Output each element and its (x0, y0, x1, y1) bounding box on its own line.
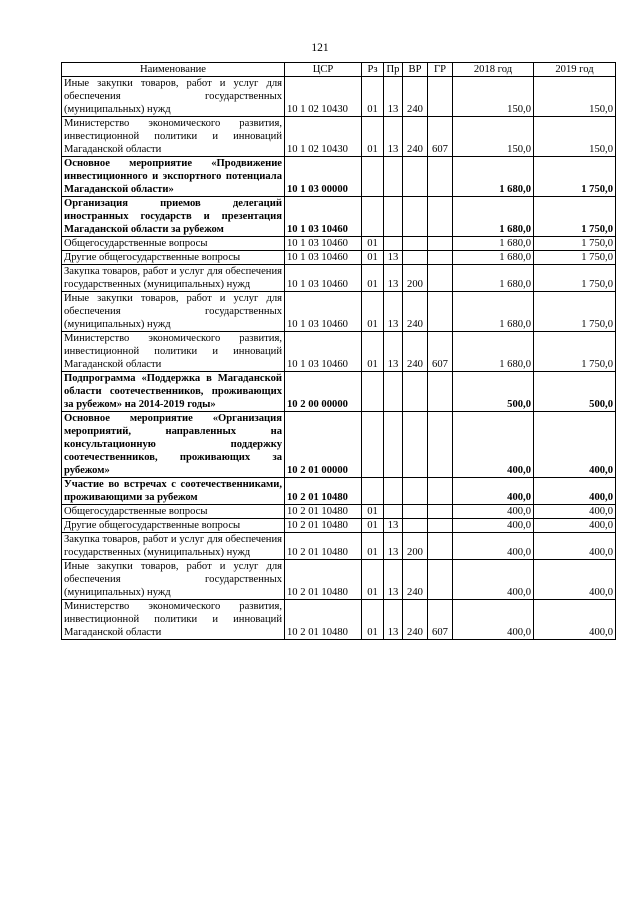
cell-rz: 01 (362, 332, 384, 372)
cell-2019: 400,0 (534, 560, 616, 600)
cell-vr (403, 372, 428, 412)
table-body (62, 77, 616, 640)
cell-csr: 10 2 00 00000 (285, 372, 362, 412)
cell-pr (384, 197, 403, 237)
table-row (62, 251, 616, 265)
cell-name: Министерство экономического развития, инвестиционной политики и инноваций Магаданской области (62, 332, 285, 372)
cell-2018: 1 680,0 (453, 157, 534, 197)
cell-gr (428, 533, 453, 560)
cell-csr: 10 1 03 00000 (285, 157, 362, 197)
cell-2018: 400,0 (453, 600, 534, 640)
table-row (62, 332, 616, 372)
header-gr: ГР (428, 63, 453, 77)
cell-gr (428, 197, 453, 237)
cell-gr (428, 157, 453, 197)
cell-csr: 10 2 01 10480 (285, 519, 362, 533)
cell-rz (362, 197, 384, 237)
table-row (62, 77, 616, 117)
header-vr: ВР (403, 63, 428, 77)
cell-gr (428, 505, 453, 519)
cell-gr (428, 77, 453, 117)
cell-gr (428, 412, 453, 478)
cell-name: Иные закупки товаров, работ и услуг для обеспечения государственных (муниципальных) нужд (62, 292, 285, 332)
cell-2018: 150,0 (453, 117, 534, 157)
cell-pr (384, 237, 403, 251)
cell-name: Министерство экономического развития, инвестиционной политики и инноваций Магаданской области (62, 600, 285, 640)
cell-pr (384, 372, 403, 412)
cell-csr: 10 1 03 10460 (285, 292, 362, 332)
cell-2018: 400,0 (453, 412, 534, 478)
cell-2019: 400,0 (534, 600, 616, 640)
cell-gr: 607 (428, 600, 453, 640)
table-row (62, 237, 616, 251)
table-row (62, 157, 616, 197)
cell-csr: 10 1 03 10460 (285, 332, 362, 372)
cell-vr: 240 (403, 77, 428, 117)
cell-vr (403, 478, 428, 505)
table-row (62, 600, 616, 640)
cell-name: Министерство экономического развития, инвестиционной политики и инноваций Магаданской области (62, 117, 285, 157)
cell-2018: 1 680,0 (453, 292, 534, 332)
cell-name: Участие во встречах с соотечественниками, проживающими за рубежом (62, 478, 285, 505)
cell-rz (362, 372, 384, 412)
cell-csr: 10 1 03 10460 (285, 197, 362, 237)
cell-pr (384, 157, 403, 197)
cell-csr: 10 1 02 10430 (285, 117, 362, 157)
table-row (62, 117, 616, 157)
cell-2019: 1 750,0 (534, 237, 616, 251)
cell-csr: 10 2 01 10480 (285, 505, 362, 519)
cell-gr (428, 372, 453, 412)
cell-csr: 10 2 01 10480 (285, 533, 362, 560)
cell-gr: 607 (428, 117, 453, 157)
cell-vr (403, 505, 428, 519)
cell-2018: 400,0 (453, 505, 534, 519)
cell-gr (428, 560, 453, 600)
cell-pr: 13 (384, 117, 403, 157)
cell-pr: 13 (384, 332, 403, 372)
cell-vr: 240 (403, 292, 428, 332)
table-row (62, 505, 616, 519)
cell-2018: 150,0 (453, 77, 534, 117)
cell-gr: 607 (428, 332, 453, 372)
cell-pr: 13 (384, 251, 403, 265)
cell-name: Общегосударственные вопросы (62, 237, 285, 251)
cell-gr (428, 237, 453, 251)
cell-2019: 1 750,0 (534, 157, 616, 197)
cell-2019: 1 750,0 (534, 332, 616, 372)
table-row (62, 478, 616, 505)
page-number: 121 (311, 42, 329, 54)
cell-csr: 10 1 02 10430 (285, 77, 362, 117)
header-csr: ЦСР (285, 63, 362, 77)
cell-2019: 1 750,0 (534, 197, 616, 237)
cell-name: Основное мероприятие «Организация мероприятий, направленных на консультационную поддержку соотечественников, проживающих за рубежом» (62, 412, 285, 478)
cell-vr: 240 (403, 117, 428, 157)
header-name: Наименование (62, 63, 285, 77)
cell-pr (384, 412, 403, 478)
cell-2019: 150,0 (534, 77, 616, 117)
cell-rz: 01 (362, 505, 384, 519)
table-row (62, 372, 616, 412)
cell-2019: 400,0 (534, 519, 616, 533)
cell-csr: 10 2 01 00000 (285, 412, 362, 478)
cell-rz: 01 (362, 519, 384, 533)
cell-csr: 10 2 01 10480 (285, 600, 362, 640)
header-2019: 2019 год (534, 63, 616, 77)
cell-vr (403, 519, 428, 533)
cell-pr: 13 (384, 600, 403, 640)
cell-2019: 400,0 (534, 505, 616, 519)
cell-vr: 240 (403, 332, 428, 372)
table-row (62, 519, 616, 533)
cell-name: Организация приемов делегаций иностранных государств и презентация Магаданской области за рубежом (62, 197, 285, 237)
cell-vr: 240 (403, 600, 428, 640)
cell-2019: 400,0 (534, 412, 616, 478)
cell-csr: 10 1 03 10460 (285, 265, 362, 292)
cell-pr: 13 (384, 533, 403, 560)
table-row (62, 533, 616, 560)
cell-2018: 500,0 (453, 372, 534, 412)
cell-2019: 400,0 (534, 478, 616, 505)
cell-gr (428, 519, 453, 533)
cell-rz: 01 (362, 533, 384, 560)
cell-2019: 500,0 (534, 372, 616, 412)
cell-name: Подпрограмма «Поддержка в Магаданской области соотечественников, проживающих за рубежом» на 2014-2019 годы» (62, 372, 285, 412)
cell-vr: 200 (403, 533, 428, 560)
cell-pr: 13 (384, 265, 403, 292)
table-row (62, 412, 616, 478)
header-rz: Рз (362, 63, 384, 77)
table-row (62, 197, 616, 237)
cell-rz: 01 (362, 77, 384, 117)
cell-pr: 13 (384, 519, 403, 533)
cell-name: Другие общегосударственные вопросы (62, 519, 285, 533)
cell-gr (428, 478, 453, 505)
header-pr: Пр (384, 63, 403, 77)
cell-name: Общегосударственные вопросы (62, 505, 285, 519)
cell-gr (428, 265, 453, 292)
cell-2019: 1 750,0 (534, 265, 616, 292)
cell-rz (362, 157, 384, 197)
cell-rz: 01 (362, 117, 384, 157)
cell-vr (403, 251, 428, 265)
cell-csr: 10 1 03 10460 (285, 237, 362, 251)
cell-2018: 1 680,0 (453, 251, 534, 265)
cell-gr (428, 251, 453, 265)
cell-rz: 01 (362, 237, 384, 251)
header-2018: 2018 год (453, 63, 534, 77)
cell-2018: 1 680,0 (453, 332, 534, 372)
cell-pr: 13 (384, 560, 403, 600)
cell-rz: 01 (362, 600, 384, 640)
cell-vr (403, 197, 428, 237)
cell-2019: 1 750,0 (534, 292, 616, 332)
cell-name: Иные закупки товаров, работ и услуг для обеспечения государственных (муниципальных) нужд (62, 560, 285, 600)
cell-rz: 01 (362, 265, 384, 292)
cell-pr: 13 (384, 292, 403, 332)
cell-vr (403, 412, 428, 478)
cell-pr (384, 505, 403, 519)
cell-2019: 400,0 (534, 533, 616, 560)
cell-pr: 13 (384, 77, 403, 117)
cell-vr: 200 (403, 265, 428, 292)
cell-pr (384, 478, 403, 505)
cell-2019: 150,0 (534, 117, 616, 157)
table-row (62, 265, 616, 292)
cell-rz (362, 412, 384, 478)
cell-name: Другие общегосударственные вопросы (62, 251, 285, 265)
cell-2018: 1 680,0 (453, 265, 534, 292)
cell-name: Основное мероприятие «Продвижение инвестиционного и экспортного потенциала Магаданской области» (62, 157, 285, 197)
cell-vr (403, 157, 428, 197)
cell-csr: 10 2 01 10480 (285, 560, 362, 600)
cell-name: Закупка товаров, работ и услуг для обеспечения государственных (муниципальных) нужд (62, 533, 285, 560)
cell-rz: 01 (362, 251, 384, 265)
cell-csr: 10 2 01 10480 (285, 478, 362, 505)
cell-name: Закупка товаров, работ и услуг для обеспечения государственных (муниципальных) нужд (62, 265, 285, 292)
cell-rz: 01 (362, 560, 384, 600)
cell-rz (362, 478, 384, 505)
cell-vr: 240 (403, 560, 428, 600)
cell-2018: 400,0 (453, 519, 534, 533)
cell-2018: 400,0 (453, 478, 534, 505)
cell-2018: 400,0 (453, 533, 534, 560)
cell-2018: 1 680,0 (453, 197, 534, 237)
budget-table (61, 62, 616, 640)
cell-2018: 400,0 (453, 560, 534, 600)
cell-2018: 1 680,0 (453, 237, 534, 251)
cell-gr (428, 292, 453, 332)
cell-2019: 1 750,0 (534, 251, 616, 265)
header-row (62, 63, 616, 77)
table-row (62, 292, 616, 332)
table-row (62, 560, 616, 600)
cell-csr: 10 1 03 10460 (285, 251, 362, 265)
cell-name: Иные закупки товаров, работ и услуг для обеспечения государственных (муниципальных) нужд (62, 77, 285, 117)
cell-rz: 01 (362, 292, 384, 332)
cell-vr (403, 237, 428, 251)
